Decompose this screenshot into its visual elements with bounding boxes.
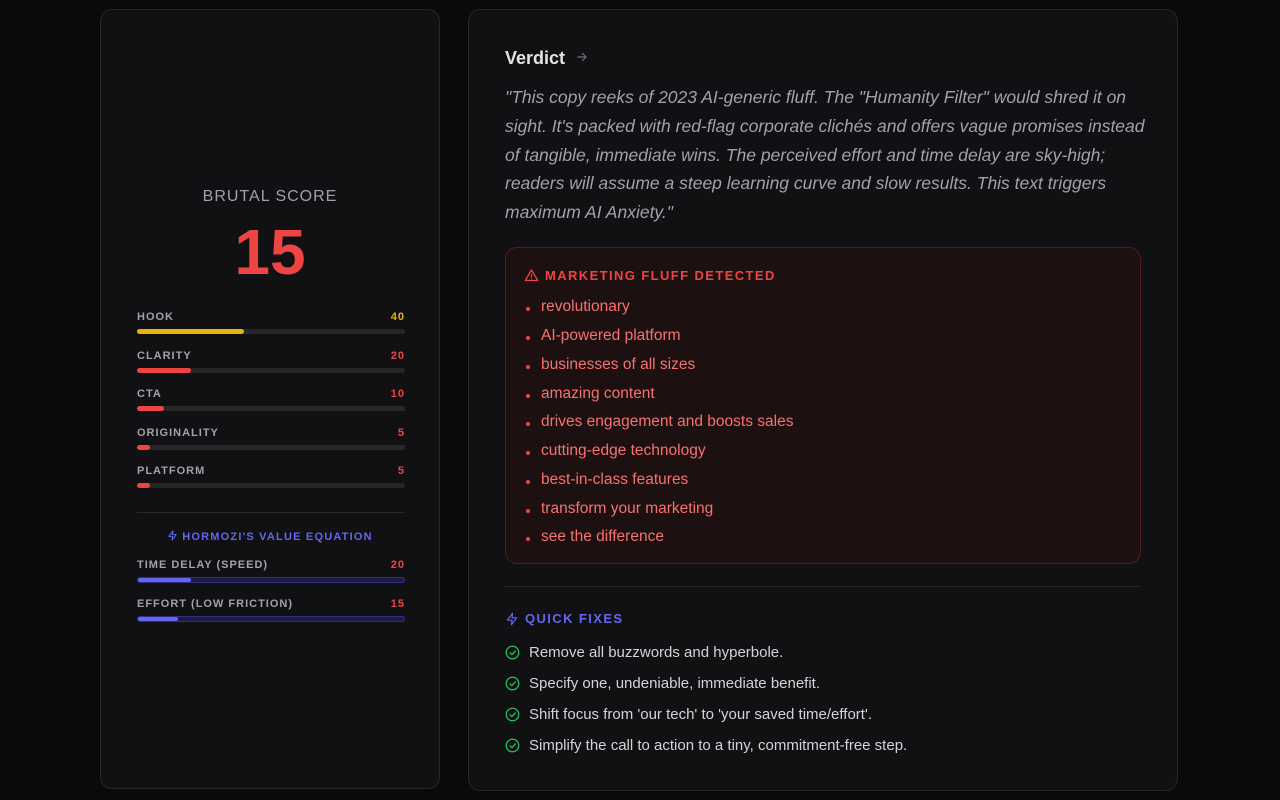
fluff-phrase: amazing content — [541, 384, 655, 402]
score-divider — [137, 512, 405, 513]
arrow-right-icon — [575, 50, 589, 68]
brutal-score-label: BRUTAL SCORE — [202, 188, 338, 205]
hormozi-title-text: HORMOZI'S VALUE EQUATION — [182, 531, 373, 543]
fluff-phrase: drives engagement and boosts sales — [541, 413, 794, 431]
metric-value: 5 — [397, 465, 405, 478]
fix-text: Shift focus from 'our tech' to 'your saved time/effort'. — [529, 706, 872, 723]
verdict-quote: "This copy reeks of 2023 AI-generic fluff. The "Humanity Filter" would shred it on sight. It's packed with red-flag corporate clichés and offers vague promises instead of tangible, immediate wins. The perceived effort and time delay are sky-high; readers will assume a steep learning curve and slow results. This text triggers maximum AI Anxiety." — [505, 87, 1145, 223]
fluff-phrase: see the difference — [541, 528, 664, 546]
metric-track — [137, 577, 405, 583]
fluff-phrase: transform your marketing — [541, 499, 714, 517]
metric-label: CTA — [137, 388, 162, 401]
quick-fixes-title-text: QUICK FIXES — [525, 611, 624, 626]
fix-text: Specify one, undeniable, immediate benefit. — [529, 675, 821, 692]
fluff-phrase: revolutionary — [541, 298, 630, 316]
list-item — [524, 322, 793, 351]
metric-fill — [137, 406, 164, 411]
bullet-icon — [526, 365, 530, 369]
bullet-icon — [526, 480, 530, 484]
metric-value: 5 — [397, 426, 405, 439]
verdict-title[interactable] — [505, 48, 589, 69]
warning-triangle-icon — [524, 268, 539, 283]
list-item — [524, 523, 793, 552]
brutal-score-value: 15 — [234, 216, 306, 288]
metric-fill — [138, 578, 191, 582]
fluff-title — [524, 268, 776, 283]
metric-fill — [137, 329, 244, 334]
list-item — [524, 293, 793, 322]
verdict-title-text: Verdict — [505, 48, 566, 68]
fix-text: Remove all buzzwords and hyperbole. — [529, 644, 784, 661]
metric-label: PLATFORM — [137, 465, 206, 478]
metric-platform — [137, 464, 405, 503]
metric-effort — [137, 597, 405, 636]
metric-label: TIME DELAY (SPEED) — [137, 559, 269, 571]
score-metrics — [137, 310, 405, 503]
fluff-list — [524, 293, 793, 552]
metric-track — [137, 445, 405, 450]
metric-cta — [137, 387, 405, 426]
bullet-icon — [526, 336, 530, 340]
metric-fill — [137, 445, 150, 450]
list-item — [505, 730, 907, 761]
list-item — [524, 379, 793, 408]
fix-text: Simplify the call to action to a tiny, commitment-free step. — [529, 737, 908, 754]
metric-hook — [137, 310, 405, 349]
check-circle-icon — [505, 707, 520, 722]
bullet-icon — [526, 307, 530, 311]
metric-label: HOOK — [137, 311, 174, 323]
metric-track — [137, 483, 405, 488]
metric-value: 10 — [390, 388, 405, 401]
metric-track — [137, 368, 405, 373]
lightning-icon — [505, 612, 519, 626]
metric-value: 40 — [390, 311, 405, 323]
hormozi-title — [101, 530, 439, 544]
check-circle-icon — [505, 645, 520, 660]
metric-fill — [138, 617, 178, 621]
lightning-icon — [167, 530, 178, 544]
metric-value: 20 — [390, 349, 405, 362]
hormozi-metrics — [137, 558, 405, 635]
fluff-phrase: best-in-class features — [541, 470, 689, 488]
metric-value: 20 — [390, 559, 405, 571]
quick-fixes-title — [505, 611, 623, 626]
list-item — [524, 494, 793, 523]
list-item — [505, 668, 907, 699]
metric-track — [137, 406, 405, 411]
bullet-icon — [526, 509, 530, 513]
metric-time-delay — [137, 558, 405, 597]
metric-originality — [137, 426, 405, 465]
metric-track — [137, 329, 405, 334]
check-circle-icon — [505, 676, 520, 691]
metric-fill — [137, 483, 150, 488]
list-item — [524, 437, 793, 466]
fluff-title-text: MARKETING FLUFF DETECTED — [545, 268, 776, 283]
metric-label: ORIGINALITY — [137, 426, 219, 439]
metric-label: CLARITY — [137, 349, 192, 362]
verdict-divider — [505, 586, 1141, 587]
metric-label: EFFORT (LOW FRICTION) — [137, 597, 294, 610]
list-item — [505, 699, 907, 730]
bullet-icon — [526, 451, 530, 455]
fluff-phrase: AI-powered platform — [541, 327, 681, 345]
metric-clarity — [137, 349, 405, 388]
metric-track — [137, 616, 405, 622]
marketing-fluff-box — [505, 247, 1141, 564]
check-circle-icon — [505, 738, 520, 753]
score-card — [100, 9, 440, 789]
fluff-phrase: businesses of all sizes — [541, 355, 696, 373]
bullet-icon — [526, 422, 530, 426]
metric-value: 15 — [390, 597, 405, 610]
bullet-icon — [526, 537, 530, 541]
list-item — [524, 351, 793, 380]
metric-fill — [137, 368, 191, 373]
verdict-card — [468, 9, 1178, 791]
quick-fixes-list — [505, 637, 907, 761]
list-item — [524, 408, 793, 437]
list-item — [524, 466, 793, 495]
bullet-icon — [526, 394, 530, 398]
list-item — [505, 637, 907, 668]
fluff-phrase: cutting-edge technology — [541, 442, 706, 460]
